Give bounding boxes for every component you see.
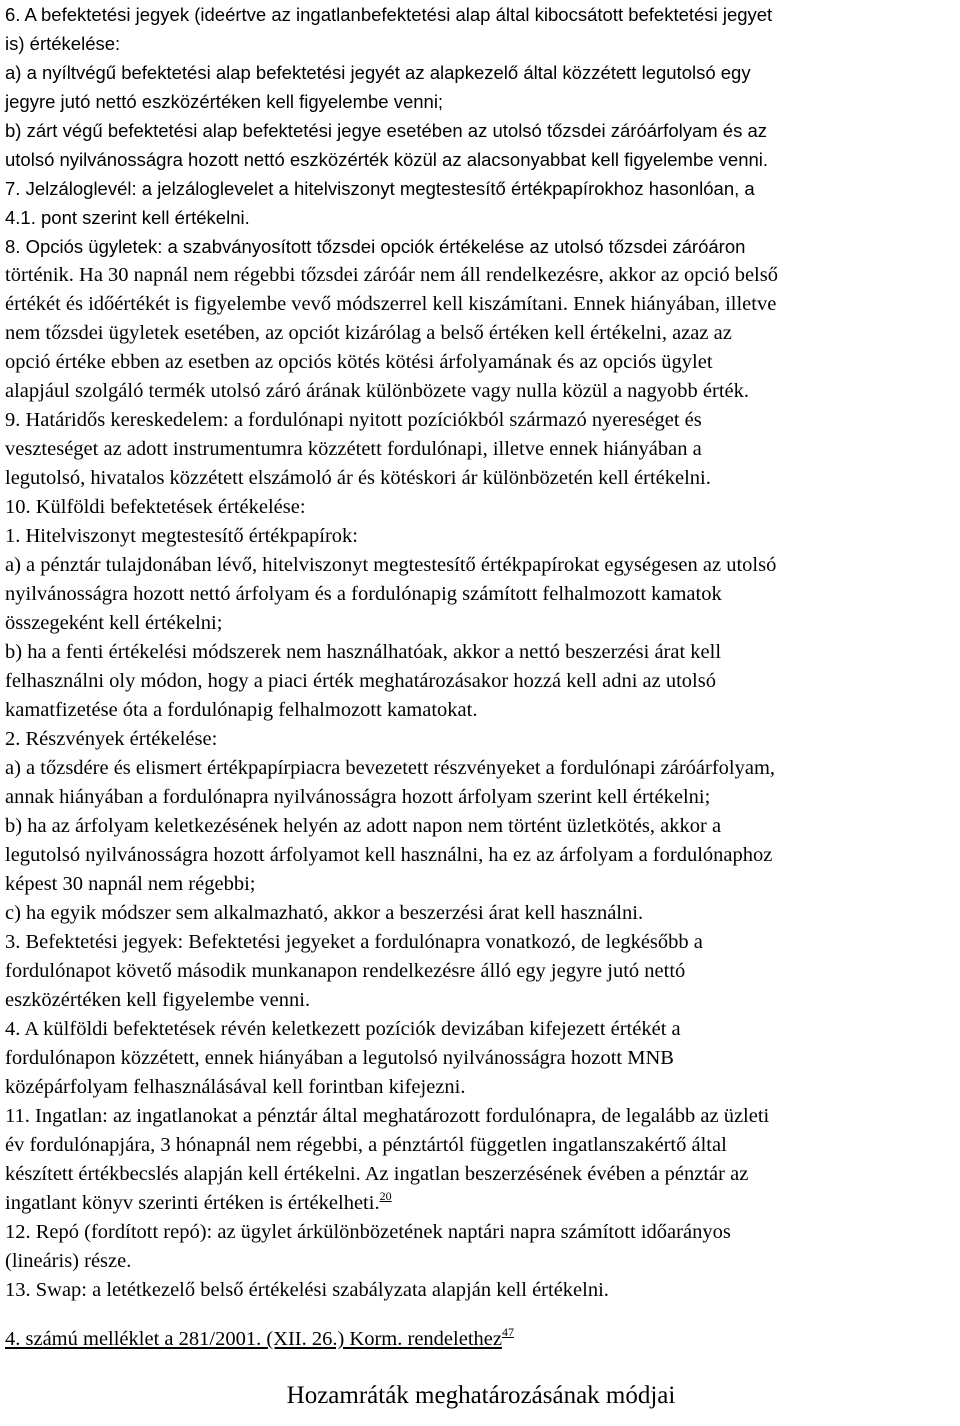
text-line-content: 12. Repó (fordított repó): az ügylet árkülönbözetének naptári napra számított időarányos [5,1221,731,1243]
text-line-content: történik. Ha 30 napnál nem régebbi tőzsdei záróár nem áll rendelkezésre, akkor az opció belső [5,264,778,286]
text-line [5,1218,957,1247]
text-line-content: fordulónapot követő második munkanapon rendelkezésre álló egy jegyre jutó nettó [5,960,686,982]
text-line [5,522,957,551]
text-line-content: nyilvánosságra hozott nettó árfolyam és a fordulónapig számított felhalmozott kamatok [5,583,722,605]
text-line [5,986,957,1015]
document-page [5,0,957,1412]
text-line [5,580,957,609]
text-line [5,1073,957,1102]
text-line [5,725,957,754]
text-line-content: középárfolyam felhasználásával kell forintban kifejezni. [5,1076,466,1098]
annex-title[interactable] [5,1325,957,1354]
text-line [5,203,957,232]
text-line-content: opció értéke ebben az esetben az opciós kötés kötési árfolyamának és az opciós ügylet [5,351,713,373]
text-line [5,0,957,29]
text-line [5,783,957,812]
text-line-content: jegyre jutó nettó eszközértéken kell figyelembe venni; [5,91,444,112]
text-line-content: készített értékbecslés alapján kell értékelni. Az ingatlan beszerzésének évében a pénztár az [5,1163,749,1185]
text-line [5,58,957,87]
annex-title-text[interactable]: 4. számú melléklet a 281/2001. (XII. 26.) Korm. rendelethez [5,1328,502,1350]
text-line [5,232,957,261]
text-line [5,1160,957,1189]
text-line-content: is) értékelése: [5,33,121,54]
text-line [5,1247,957,1276]
text-line-content: 1. Hitelviszonyt megtestesítő értékpapírok: [5,525,358,547]
text-line [5,1102,957,1131]
text-line [5,899,957,928]
document-body [5,0,957,1305]
text-line-content: utolsó nyilvánosságra hozott nettó eszközérték közül az alacsonyabbat kell figyelembe venni. [5,149,769,170]
text-line-content: 13. Swap: a letétkezelő belső értékelési szabályzata alapján kell értékelni. [5,1279,609,1301]
text-line-content: felhasználni oly módon, hogy a piaci érték meghatározásakor hozzá kell adni az utolsó [5,670,716,692]
text-line [5,261,957,290]
text-line-content: b) ha a fenti értékelési módszerek nem használhatóak, akkor a nettó beszerzési árat kell [5,641,722,663]
text-line-content: 9. Határidős kereskedelem: a fordulónapi nyitott pozíciókból származó nyereséget és [5,409,702,431]
text-line [5,928,957,957]
text-line-content: legutolsó nyilvánosságra hozott árfolyamot kell használni, ha ez az árfolyam a fordulónaphoz [5,844,773,866]
text-line-content: ingatlant könyv szerinti értéken is értékelheti. [5,1192,380,1214]
spacer [5,1305,957,1325]
text-line-content: fordulónapon közzétett, ennek hiányában a legutolsó nyilvánosságra hozott MNB [5,1047,674,1069]
text-line [5,1189,957,1218]
text-line [5,609,957,638]
text-line-content: a) a pénztár tulajdonában lévő, hitelviszonyt megtestesítő értékpapírokat egységesen az utolsó [5,554,777,576]
text-line [5,696,957,725]
text-line-content: 7. Jelzáloglevél: a jelzáloglevelet a hitelviszonyt megtestesítő értékpapírokhoz hasonlóan, a [5,178,755,199]
text-line-content: 4. A külföldi befektetések révén keletkezett pozíciók devizában kifejezett értékét a [5,1018,681,1040]
text-line-content: összegeként kell értékelni; [5,612,223,634]
text-line [5,87,957,116]
text-line-content: 2. Részvények értékelése: [5,728,218,750]
text-line [5,1131,957,1160]
text-line [5,406,957,435]
text-line-content: képest 30 napnál nem régebbi; [5,873,256,895]
text-line [5,116,957,145]
text-line [5,754,957,783]
text-line-content: veszteséget az adott instrumentumra közzétett fordulónapi, illetve ennek hiányában a [5,438,702,460]
text-line [5,870,957,899]
text-line-content: eszközértéken kell figyelembe venni. [5,989,311,1011]
text-line [5,957,957,986]
text-line [5,319,957,348]
text-line [5,551,957,580]
text-line [5,638,957,667]
text-line [5,377,957,406]
text-line [5,145,957,174]
text-line-content: legutolsó, hivatalos közzétett elszámoló ár és kötéskori ár különbözetén kell értékelni. [5,467,711,489]
text-line-content: kamatfizetése óta a fordulónapig felhalmozott kamatokat. [5,699,478,721]
text-line-content: (lineáris) része. [5,1250,132,1272]
text-line [5,1044,957,1073]
footnote-ref[interactable]: 20 [379,1189,392,1203]
text-line-content: a) a nyíltvégű befektetési alap befektetési jegyét az alapkezelő által közzétett legutolsó egy [5,62,751,83]
text-line [5,667,957,696]
text-line [5,841,957,870]
text-line [5,348,957,377]
text-line [5,435,957,464]
text-line-content: b) ha az árfolyam keletkezésének helyén az adott napon nem történt üzletkötés, akkor a [5,815,722,837]
text-line [5,493,957,522]
text-line-content: alapjául szolgáló termék utolsó záró árának különbözete vagy nulla közül a nagyobb érték. [5,380,749,402]
text-line [5,174,957,203]
text-line-content: 11. Ingatlan: az ingatlanokat a pénztár által meghatározott fordulónapra, de legalább az üzleti [5,1105,770,1127]
text-line-content: c) ha egyik módszer sem alkalmazható, akkor a beszerzési árat kell használni. [5,902,644,924]
text-line-content: a) a tőzsdére és elismert értékpapírpiacra bevezetett részvényeket a fordulónapi záróárfolyam, [5,757,776,779]
text-line [5,1276,957,1305]
text-line-content: 8. Opciós ügyletek: a szabványosított tőzsdei opciók értékelése az utolsó tőzsdei záróáron [5,236,746,257]
section-heading: Hozamráták meghatározásának módjai [286,1382,676,1409]
text-line-content: 10. Külföldi befektetések értékelése: [5,496,306,518]
text-line [5,1015,957,1044]
text-line-content: 4.1. pont szerint kell értékelni. [5,207,250,228]
text-line [5,290,957,319]
text-line-content: 3. Befektetési jegyek: Befektetési jegyeket a fordulónapra vonatkozó, de legkésőbb a [5,931,703,953]
text-line-content: b) zárt végű befektetési alap befektetési jegye esetében az utolsó tőzsdei záróárfolyam és az [5,120,768,141]
text-line [5,464,957,493]
text-line [5,29,957,58]
text-line [5,812,957,841]
text-line-content: év fordulónapjára, 3 hónapnál nem régebbi, a pénztártól független ingatlanszakértő által [5,1134,727,1156]
annex-footnote-ref[interactable]: 47 [501,1325,514,1339]
text-line-content: nem tőzsdei ügyletek esetében, az opciót kizárólag a belső értéken kell értékelni, azaz az [5,322,732,344]
text-line-content: 6. A befektetési jegyek (ideértve az ingatlanbefektetési alap által kibocsátott befektetési jegyet [5,4,773,25]
text-line-content: értékét és időértékét is figyelembe vevő módszerrel kell kiszámítani. Ennek hiányában, illetve [5,293,777,315]
text-line-content: annak hiányában a fordulónapra nyilvánosságra hozott árfolyam szerint kell értékelni; [5,786,711,808]
